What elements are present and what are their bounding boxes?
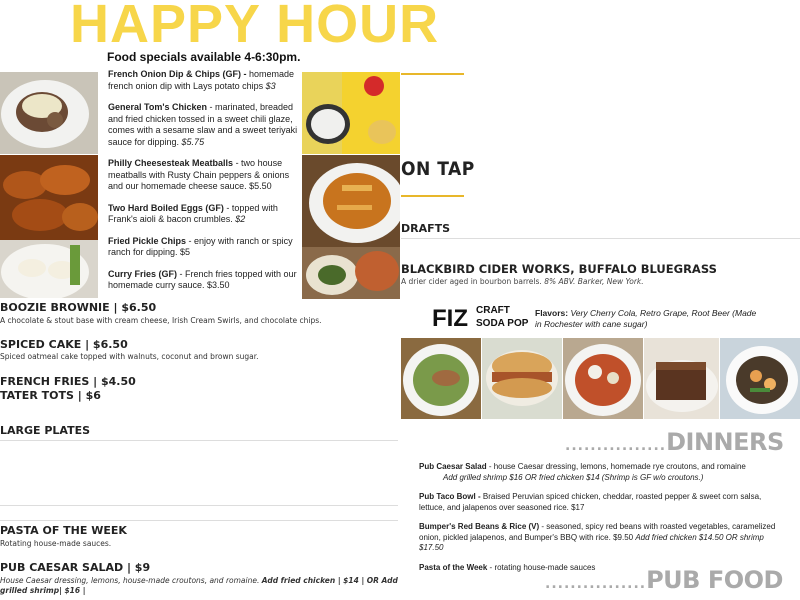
large-plates-header: LARGE PLATES: [0, 424, 91, 437]
divider: [0, 520, 398, 521]
divider: [401, 238, 800, 239]
shrimp-dish-photo: [720, 338, 800, 419]
deviled-eggs-photo: [0, 240, 98, 298]
divider: [0, 505, 398, 506]
list-item: General Tom's Chicken - marinated, breaded and fried chicken tossed in a sweet chili glaze, comes with a sesame slaw and a sweet teriyaki sauce for dipping. $5.75: [108, 102, 298, 147]
onion-dip-photo: [0, 72, 98, 154]
on-tap-header: ON TAP: [401, 158, 475, 180]
caesar-salad-photo: [401, 338, 481, 419]
divider: [401, 195, 464, 197]
french-fries-price: FRENCH FRIES | $4.50: [0, 375, 136, 388]
drafts-header: DRAFTS: [401, 222, 451, 235]
sandwich-photo: [482, 338, 562, 419]
list-item: French Onion Dip & Chips (GF) - homemade french onion dip with Lays potato chips $3: [108, 69, 295, 91]
list-item: Curry Fries (GF) - French fries topped with our homemade curry sauce. $3.50: [108, 268, 297, 290]
cake-title: SPICED CAKE | $6.50: [0, 338, 128, 351]
fiz-logo: FIZ CRAFT SODA POP: [432, 305, 529, 332]
soda-flavors: Flavors: Very Cherry Cola, Retro Grape, Root Beer (Made in Rochester with cane sugar): [535, 308, 757, 329]
pub-sampler-photo: [302, 247, 400, 299]
beer-desc: A drier cider aged in bourbon barrels. 8% ABV. Barker, New York.: [401, 277, 644, 286]
salad-title: PUB CAESAR SALAD | $9: [0, 561, 151, 574]
tater-tots-price: TATER TOTS | $6: [0, 389, 101, 402]
happy-hour-menu: [108, 69, 298, 299]
happy-hour-title: HAPPY HOUR: [70, 0, 440, 54]
list-item: Pasta of the Week - rotating house-made sauces: [419, 562, 596, 572]
divider: [401, 73, 464, 75]
pub-food-header: ................PUB FOOD: [545, 566, 783, 594]
curry-fries-photo: [302, 155, 400, 247]
list-item: Pub Taco Bowl - Braised Peruvian spiced chicken, cheddar, roasted pepper & sweet corn salsa, lettuce, and jalapenos over seasoned rice. $17: [419, 492, 762, 512]
pasta-title: PASTA OF THE WEEK: [0, 524, 127, 537]
list-item: Pub Caesar Salad - house Caesar dressing, lemons, homemade rye croutons, and romaine Add grilled shrimp $16 OR fried chicken $14 (Shrimp is GF w/o croutons.): [419, 462, 746, 482]
cake-desc: Spiced oatmeal cake topped with walnuts, coconut and brown sugar.: [0, 352, 259, 361]
list-item: Two Hard Boiled Eggs (GF) - topped with Frank's aioli & bacon crumbles. $2: [108, 202, 278, 224]
list-item: Philly Cheesesteak Meatballs - two house meatballs with Rusty Chain peppers & onions and our homemade cheese sauce. $5.50: [108, 158, 290, 191]
happy-hour-subtitle: Food specials available 4-6:30pm.: [107, 50, 301, 64]
list-item: Bumper's Red Beans & Rice (V) - seasoned, spicy red beans with roasted vegetables, caramelized onion, pickled jalapenos, and Bumper's BBQ with rice. $9.50 Add fried chicken $14.50 OR shrimp $17.50: [419, 522, 776, 552]
brownie-title: BOOZIE BROWNIE | $6.50: [0, 301, 157, 314]
chicken-wings-photo: [0, 155, 98, 240]
beer-name: BLACKBIRD CIDER WORKS, BUFFALO BLUEGRASS: [401, 262, 717, 276]
lays-chips-photo: [302, 72, 400, 154]
dinners-menu: [419, 462, 789, 582]
pasta-desc: Rotating house-made sauces.: [0, 539, 112, 548]
divider: [0, 440, 398, 441]
brownie-desc: A chocolate & stout base with cream cheese, Irish Cream Swirls, and chocolate chips.: [0, 316, 322, 325]
brownie-photo: [644, 338, 719, 419]
salad-desc: House Caesar dressing, lemons, house-made croutons, and romaine. Add fried chicken | $14 | OR Add grilled shrimp| $16 |: [0, 576, 398, 595]
dinners-header: ................DINNERS: [565, 428, 784, 456]
taco-bowl-photo: [563, 338, 643, 419]
list-item: Fried Pickle Chips - enjoy with ranch or spicy ranch for dipping. $5: [108, 235, 293, 257]
